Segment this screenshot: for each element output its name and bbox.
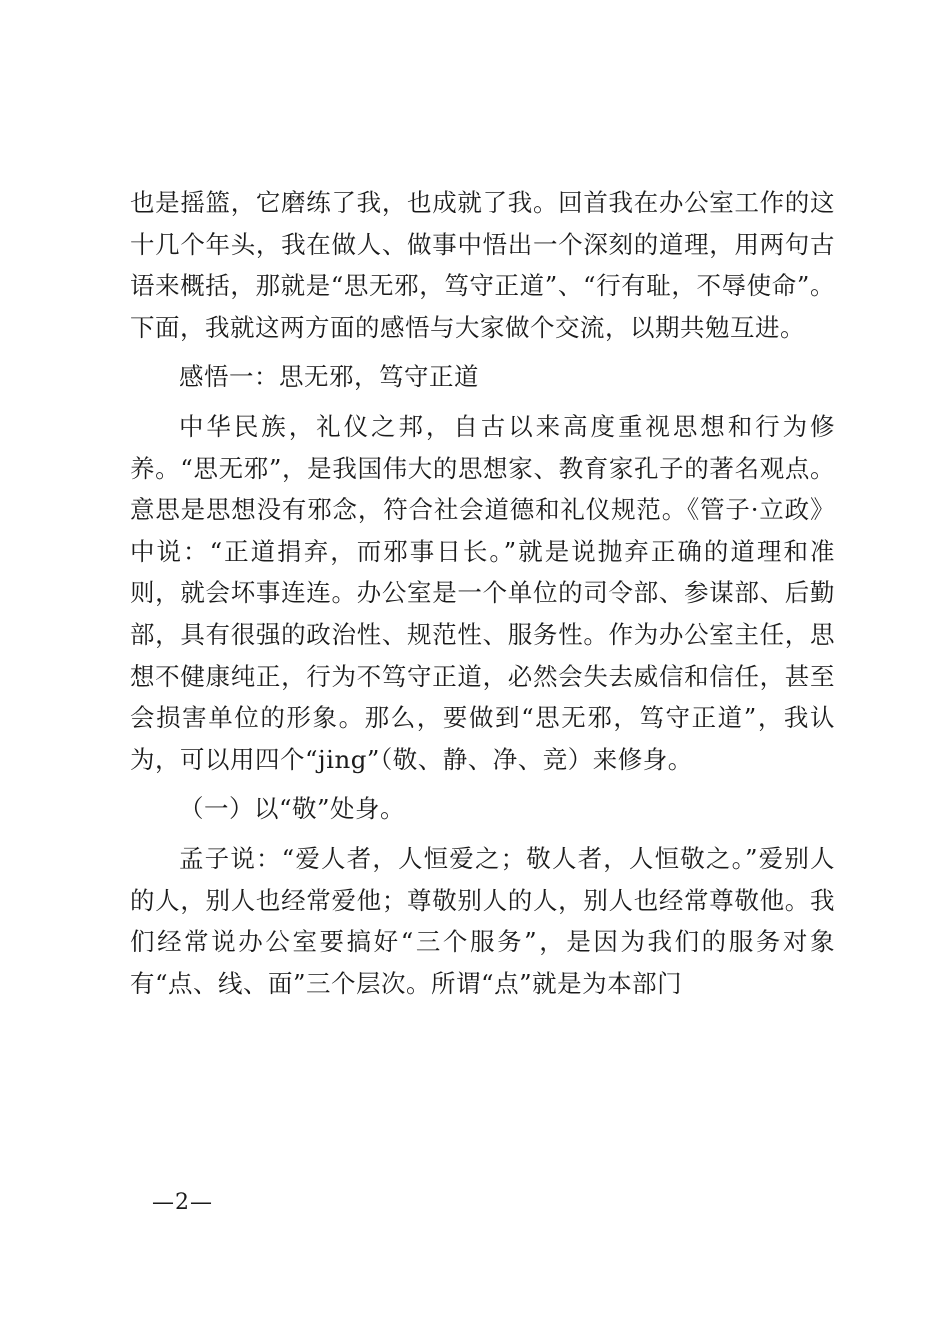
paragraph-intro-continuation: 也是摇篮，它磨练了我，也成就了我。回首我在办公室工作的这十几个年头，我在做人、做事中悟出一个深刻的道理，用两句古语来概括，那就是“思无邪，笃守正道”、“行有耻，不辱使命”。下面，我就这两方面的感悟与大家做个交流，以期共勉互进。 (130, 188, 835, 342)
subheading-respect: （一）以“敬”处身。 (179, 794, 406, 824)
document-page (130, 182, 835, 1004)
paragraph-insight-one-body: 中华民族，礼仪之邦，自古以来高度重视思想和行为修养。“思无邪”，是我国伟大的思想家、教育家孔子的著名观点。意思是思想没有邪念，符合社会道德和礼仪规范。《管子·立政》中说：“正道捐弃，而邪事日长。”就是说抛弃正确的道理和准则，就会坏事连连。办公室是一个单位的司令部、参谋部、后勤部，具有很强的政治性、规范性、服务性。作为办公室主任，思想不健康纯正，行为不笃守正道，必然会失去威信和信任，甚至会损害单位的形象。那么，要做到“思无邪，笃守正道”，我认为，可以用四个“jing”（敬、静、净、竞）来修身。 (130, 411, 835, 774)
paragraph-respect-body: 孟子说：“爱人者，人恒爱之；敬人者，人恒敬之。”爱别人的人，别人也经常爱他；尊敬别人的人，别人也经常尊敬他。我们经常说办公室要搞好“三个服务”，是因为我们的服务对象有“点、线、面”三个层次。所谓“点”就是为本部门 (130, 843, 835, 998)
section-heading-insight-one: 感悟一：思无邪，笃守正道 (179, 362, 479, 392)
page-number: —2— (152, 1190, 213, 1215)
